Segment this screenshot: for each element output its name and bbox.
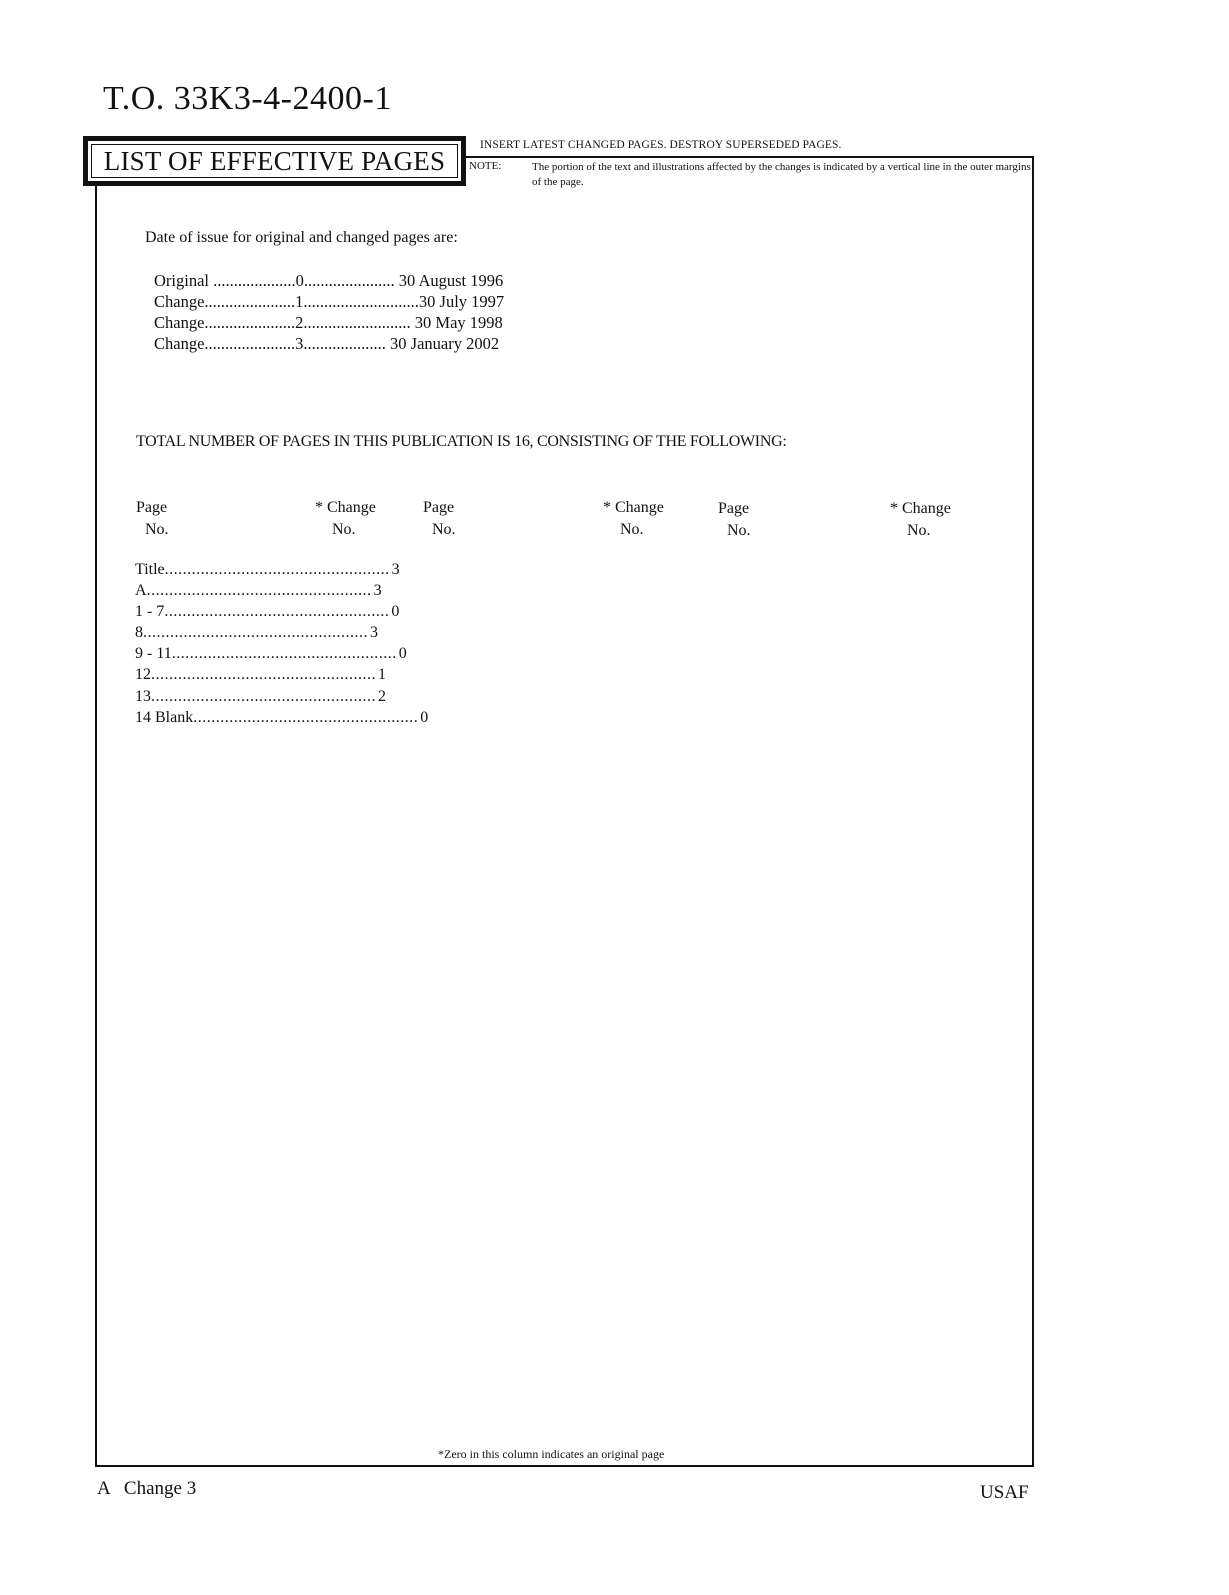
page-number: 14 Blank [135, 709, 194, 726]
page-frame-top-rule [462, 156, 1034, 158]
header-change-no: No. [332, 521, 356, 538]
column-header-change-1 [315, 497, 376, 541]
page-number: 8 [135, 624, 143, 641]
header-change: * Change [315, 499, 376, 516]
issue-label: Change [154, 292, 205, 311]
page-title: LIST OF EFFECTIVE PAGES [91, 144, 458, 178]
change-number: 3 [373, 582, 382, 599]
issue-date: 30 January 2002 [390, 334, 500, 353]
table-row [135, 624, 378, 642]
page-number: Title [135, 561, 165, 578]
column-header-change-3 [890, 498, 951, 542]
issue-number: 0 [295, 271, 304, 290]
header-page: Page [136, 499, 168, 516]
change-number: 3 [391, 561, 400, 578]
column-header-page-1 [136, 497, 169, 541]
header-change: * Change [603, 499, 664, 516]
leader-dots: ............................ [303, 292, 419, 311]
column-header-page-3 [718, 498, 751, 542]
issue-date: 30 May 1998 [414, 313, 503, 332]
leader-dots: .................................................. [143, 624, 368, 641]
note-label: NOTE: [469, 160, 502, 172]
page-number: A [135, 582, 147, 599]
header-change: * Change [890, 500, 951, 517]
change-number: 1 [378, 666, 386, 683]
table-row [135, 709, 429, 727]
page-title-box [83, 136, 466, 186]
header-page-no: No. [432, 521, 456, 538]
header-page: Page [718, 500, 750, 517]
change-number: 0 [398, 645, 407, 662]
header-change-no: No. [907, 522, 931, 539]
footnote: *Zero in this column indicates an original page [438, 1447, 665, 1461]
column-header-page-2 [423, 497, 456, 541]
leader-dots: .................... [213, 271, 296, 290]
page-number: 9 - 11 [135, 645, 172, 662]
issue-label: Change [154, 313, 205, 332]
issue-number: 1 [295, 292, 304, 311]
issue-row-change-2 [154, 313, 503, 333]
table-row [135, 561, 400, 579]
issue-number: 2 [295, 313, 304, 332]
technical-order-number: T.O. 33K3-4-2400-1 [103, 80, 392, 117]
leader-dots: ...................... [204, 292, 296, 311]
change-number: 3 [370, 624, 378, 641]
issue-label: Change [154, 334, 205, 353]
issue-date: 30 July 1997 [418, 292, 505, 311]
table-row [135, 603, 400, 621]
leader-dots: .......................... [303, 313, 411, 332]
page-number: 13 [135, 688, 151, 705]
leader-dots: .................... [303, 334, 386, 353]
header-page: Page [423, 499, 455, 516]
header-change-no: No. [620, 521, 644, 538]
table-row [135, 645, 407, 663]
header-page-no: No. [145, 521, 169, 538]
issue-dates-intro: Date of issue for original and changed pages are: [145, 229, 458, 246]
column-header-change-2 [603, 497, 664, 541]
issue-date: 30 August 1996 [398, 271, 504, 290]
leader-dots: .................................................. [164, 561, 390, 578]
leader-dots: .................................................. [151, 666, 376, 683]
change-number: 0 [420, 709, 429, 726]
leader-dots: .................................................. [171, 645, 397, 662]
footer-agency: USAF [980, 1482, 1029, 1503]
issue-label: Original [154, 271, 209, 290]
issue-row-change-1 [154, 292, 504, 312]
page-number: 1 - 7 [135, 603, 165, 620]
insert-notice: INSERT LATEST CHANGED PAGES. DESTROY SUPERSEDED PAGES. [480, 139, 842, 151]
leader-dots: .................................................. [151, 688, 376, 705]
leader-dots: .................................................. [193, 709, 419, 726]
table-row [135, 666, 386, 684]
total-pages-statement: TOTAL NUMBER OF PAGES IN THIS PUBLICATION IS 16, CONSISTING OF THE FOLLOWING: [136, 433, 787, 450]
header-page-no: No. [727, 522, 751, 539]
leader-dots: ...................... [204, 334, 296, 353]
leader-dots: .................................................. [164, 603, 390, 620]
table-row [135, 582, 382, 600]
leader-dots: ...................... [204, 313, 296, 332]
issue-row-original [154, 271, 503, 291]
note-text: The portion of the text and illustrations affected by the changes is indicated by a vertical line in the outer margins of the page. [532, 161, 1031, 188]
change-number: 0 [391, 603, 400, 620]
leader-dots: .................................................. [146, 582, 372, 599]
issue-row-change-3 [154, 334, 499, 354]
footer-page-change: A Change 3 [97, 1478, 197, 1499]
change-number: 2 [378, 688, 386, 705]
issue-number: 3 [295, 334, 304, 353]
page-number: 12 [135, 666, 151, 683]
table-row [135, 688, 386, 706]
leader-dots: ...................... [303, 271, 395, 290]
